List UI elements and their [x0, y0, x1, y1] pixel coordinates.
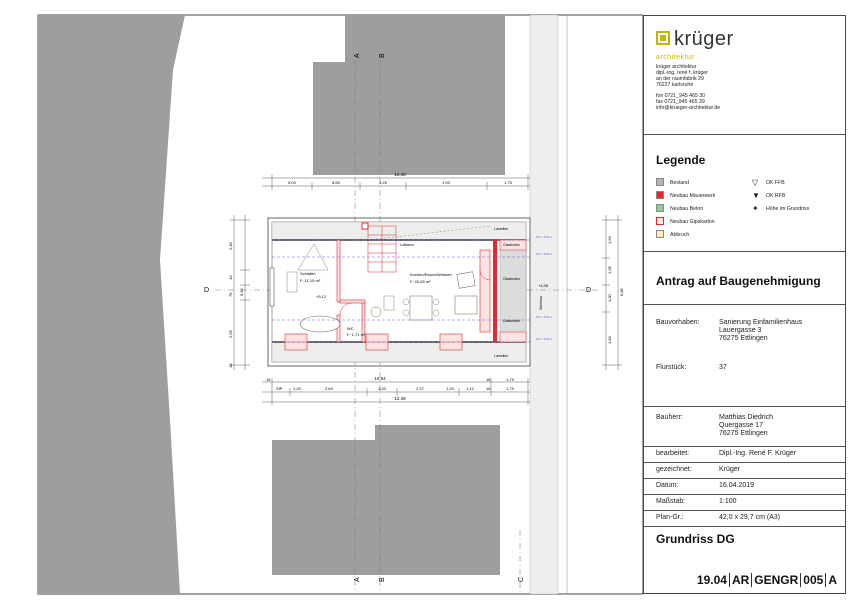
legend-label-gipskarton: Neubau Gipskarton [670, 219, 715, 225]
dim-left-3: 75 [228, 292, 233, 297]
dim-left-6: 18 [228, 363, 233, 368]
legend-title: Legende [656, 153, 706, 167]
dim-bottom-3: 16 [486, 377, 491, 382]
label-level-2: +4,05 [538, 283, 549, 288]
label-ok-line-3: OK = 5,01m [536, 315, 553, 319]
room-wc-name: WC [347, 326, 354, 331]
height-marker-icon: ✦ [752, 204, 759, 213]
label-ok-line-1: OK = 5,01m [536, 235, 553, 239]
legend-label-hoehe: Höhe im Grundriss [766, 206, 810, 212]
logo-wordmark: krüger [674, 28, 734, 50]
plan-number-part-2: AR [729, 573, 751, 587]
plan-number-part-4: 005 [800, 573, 825, 587]
bauvorhaben-line-3: 76275 Ettlingen [719, 335, 768, 342]
datum-label: Datum: [656, 482, 679, 489]
flurstueck-label: Flurstück: [656, 364, 687, 371]
contact-fax: fax 0721_945 465 39 [656, 99, 705, 105]
label-glasboden-3: Glasboden [503, 319, 520, 323]
legend-label-beton: Neubau Beton [670, 206, 704, 212]
logo-subtitle: architektur [656, 54, 695, 61]
dim-bottom-2: 10,54 [374, 376, 386, 381]
dim-bottom-row2-8: 16 [486, 386, 491, 391]
section-mark-c-bottom: C [518, 576, 525, 582]
room-kochen-name: Kochen/Essen/Wohnen [410, 272, 452, 277]
dim-right-5: 6,85 [619, 288, 624, 296]
dim-bottom-total: 12,49 [394, 396, 406, 401]
room-schlafen-name: Schlafen [300, 271, 316, 276]
plangroesse-value: 42,0 x 29,7 cm (A3) [719, 514, 781, 521]
contact-email: info@krueger-architektur.de [656, 105, 721, 111]
legend-swatch-abbruch [656, 230, 664, 238]
dim-left-4: 6,92 [239, 288, 244, 296]
dim-top-4: 1,93 [442, 180, 450, 185]
triangle-down-filled-icon: ▼ [752, 191, 760, 200]
legend-label-ok-rfb: OK RFB [766, 193, 786, 199]
bauvorhaben-label: Bauvorhaben: [656, 319, 700, 326]
title-block [643, 15, 846, 594]
dim-left-5: 2,59 [228, 330, 233, 338]
plangroesse-label: Plan-Gr.: [656, 514, 684, 521]
dim-top-total: 12,40 [394, 172, 406, 177]
datum-value: 16.04.2019 [719, 482, 755, 489]
address-line-1: krüger architektur [656, 64, 697, 70]
dim-bottom-row2-4: 1,20 [378, 386, 386, 391]
label-level-1: +5,12 [316, 294, 327, 299]
gezeichnet-value: Krüger [719, 466, 741, 473]
label-ok-line-4: OK = 5,01m [536, 337, 553, 341]
massstab-label: Maßstab: [656, 498, 686, 505]
label-luftraum: Luftraum [400, 243, 414, 247]
bauherr-line-1: Matthias Diedrich [719, 414, 774, 421]
legend-swatch-beton [656, 204, 664, 212]
plan-number [695, 573, 839, 587]
plan-number-part-1: 19.04 [696, 573, 727, 587]
label-lamellen-top: Lamellen [494, 227, 509, 231]
gezeichnet-label: gezeichnet: [656, 466, 692, 473]
label-glasboden-2: Glasboden [503, 277, 520, 281]
section-mark-a-bottom: A [354, 577, 361, 582]
legend-label-mauerwerk: Neubau Mauerwerk [670, 193, 716, 199]
new-wall-red [493, 240, 497, 342]
legend-label-abbruch: Abbruch [670, 232, 690, 238]
label-lamellen-bottom: Lamellen [494, 354, 509, 358]
room-wc-area: F: 1,71 m² [347, 332, 366, 337]
triangle-down-outline-icon: ▽ [752, 178, 759, 187]
dim-top-1: 5,00 [288, 180, 296, 185]
label-ok-line-2: OK = 5,01m [536, 252, 553, 256]
dim-left-2: 10 [228, 275, 233, 280]
dim-left-1: 2,49 [228, 242, 233, 250]
dim-top-5: 1,75 [504, 180, 512, 185]
street-strip [530, 15, 558, 594]
label-glasboden-1: Glasboden [503, 243, 520, 247]
legend-label-bestand: Bestand [670, 180, 690, 186]
plan-title: Grundriss DG [656, 532, 735, 546]
bathtub [300, 316, 340, 332]
flurstueck-value: 37 [719, 364, 727, 371]
dim-right-2: 1,05 [607, 266, 612, 274]
bauherr-line-2: Quergasse 17 [719, 422, 763, 429]
dim-right-1: 1,64 [607, 236, 612, 244]
bauherr-line-3: 76275 Ettlingen [719, 430, 768, 437]
bearbeitet-label: bearbeitet: [656, 450, 690, 457]
bauvorhaben-line-1: Sanierung Einfamilienhaus [719, 319, 803, 326]
legend-swatch-bestand [656, 178, 664, 186]
dim-bottom-row2-3: 2,64 [325, 386, 333, 391]
dim-right-4: 1,64 [607, 336, 612, 344]
section-mark-d-left: D [204, 287, 210, 294]
address-line-3: an der raumfabrik 29 [656, 76, 704, 82]
dim-bottom-row2-9: 1,79 [506, 386, 514, 391]
section-mark-a-top: A [354, 53, 361, 58]
legend-swatch-mauerwerk [656, 191, 664, 199]
dim-bottom-row2-6: 1,20 [446, 386, 454, 391]
dim-bottom-row2-2: 1,20 [293, 386, 301, 391]
dim-right-3: 1,00 [607, 294, 612, 302]
dim-bottom-row2-1: SIP [276, 386, 283, 391]
contact-phone: fon 0721_945 465 30 [656, 93, 706, 99]
label-stahlbau: Stahlbau [539, 296, 543, 310]
dim-bottom-1: 16 [266, 377, 271, 382]
dim-bottom-row2-7: 1,12 [466, 386, 474, 391]
dim-bottom-row2-5: 2,37 [416, 386, 424, 391]
section-mark-d-right: D [586, 287, 592, 294]
bearbeitet-value: Dipl.-Ing. René F. Krüger [719, 450, 797, 457]
room-kochen-area: F: 20,65 m² [410, 279, 431, 284]
legend-label-ok-ffb: OK FFB [766, 180, 785, 186]
neighbour-building-bottom [272, 425, 500, 575]
address-line-2: dipl.-ing. rené f. krüger [656, 70, 708, 76]
plan-number-part-3: GENGR [751, 573, 800, 587]
section-mark-b-bottom: B [379, 577, 386, 582]
room-schlafen-area: F: 11,15 m² [300, 278, 321, 283]
section-mark-b-top: B [379, 53, 386, 58]
bauherr-label: Bauherr: [656, 414, 683, 421]
bauvorhaben-line-2: Lauergasse 3 [719, 327, 762, 334]
dim-bottom-4: 1,79 [506, 377, 514, 382]
legend-swatch-gipskarton [656, 217, 664, 225]
logo-mark-icon [656, 31, 670, 45]
dim-top-3: 4,25 [379, 180, 387, 185]
plan-number-part-5: A [825, 573, 839, 587]
address-line-4: 76227 karlsruhe [656, 82, 694, 88]
document-heading: Antrag auf Baugenehmigung [656, 274, 821, 288]
massstab-value: 1:100 [719, 498, 737, 505]
dim-top-2: 8,60 [332, 180, 340, 185]
